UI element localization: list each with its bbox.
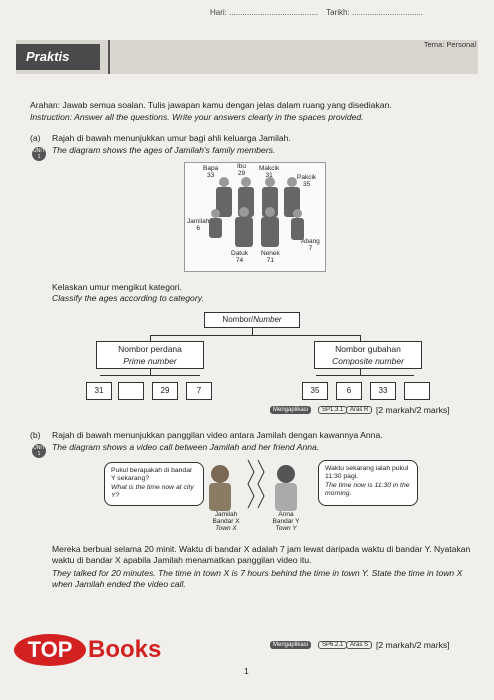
prime-category-box: Nombor perdana Prime number: [96, 341, 204, 369]
topbooks-logo: [14, 632, 184, 672]
logo-books: Books: [88, 636, 162, 663]
anna-head: [277, 465, 295, 483]
logo-top: TOP: [14, 634, 86, 666]
unit-badge: [32, 147, 46, 161]
date-line: [210, 8, 429, 17]
level-tag: Aras S: [346, 641, 372, 649]
qb-text-ms: Rajah di bawah menunjukkan panggilan video antara Jamilah dengan kawannya Anna.: [52, 430, 383, 440]
qb-paragraph-en: They talked for 20 minutes. The time in town X is 7 hours behind the time in town Y. State the time in town X when Jamilah ended the video call.: [52, 568, 463, 589]
label-makcik: Makcik 31: [259, 165, 280, 179]
nenek-figure: [265, 207, 275, 217]
jamilah-caption: Jamilah Bandar X Town X: [212, 511, 240, 532]
qb-text-en: The diagram shows a video call between Jamilah and her friend Anna.: [52, 442, 320, 452]
ibu-figure: [241, 177, 251, 187]
composite-category-box: Nombor gubahan Composite number: [314, 341, 422, 369]
classify-ms: Kelaskan umur mengikut kategori.: [52, 282, 182, 292]
prime-answer-box[interactable]: [118, 382, 144, 400]
qb-number: (b): [30, 430, 41, 440]
composite-answer-box[interactable]: 33: [370, 382, 396, 400]
sp-tag: SP6.2.1: [318, 641, 347, 649]
marks-a: [2 markah/2 marks]: [376, 405, 450, 415]
prime-answer-box[interactable]: 7: [186, 382, 212, 400]
skill-tag: Mengaplikasi: [270, 641, 311, 649]
level-tag: Aras R: [346, 406, 372, 414]
label-nenek: Nenek 71: [261, 250, 280, 264]
jamilah-figure: [211, 209, 220, 218]
qa-text-ms: Rajah di bawah menunjukkan umur bagi ahli keluarga Jamilah.: [52, 133, 291, 143]
label-datuk: Datuk 74: [231, 250, 248, 264]
page-number: 1: [244, 666, 249, 676]
header-divider: [108, 40, 110, 74]
family-picture: [184, 162, 326, 272]
jamilah-body: [209, 483, 231, 511]
unit-label: UNIT: [33, 148, 45, 154]
anna-caption: Anna Bandar Y Town Y: [272, 511, 300, 532]
arahan-text: Arahan: Jawab semua soalan. Tulis jawapan kamu dengan jelas dalam ruang yang disediakan.: [30, 100, 392, 110]
label-ibu: Ibu 29: [237, 163, 247, 177]
tema-label: Tema: Personal: [423, 40, 476, 49]
prime-answer-box[interactable]: 31: [86, 382, 112, 400]
abang-figure: [293, 209, 302, 218]
speech-bubble-jamilah: Pukul berapakah di bandar Y sekarang? What is the time now at city Y?: [104, 462, 204, 506]
pakcik-figure: [287, 177, 297, 187]
praktis-label: Praktis: [16, 44, 100, 70]
qa-number: (a): [30, 133, 41, 143]
sp-tag: SP1.3.1: [318, 406, 347, 414]
anna-body: [275, 483, 297, 511]
composite-answer-box[interactable]: 6: [336, 382, 362, 400]
label-abang: Abang 7: [301, 238, 320, 252]
composite-answer-box[interactable]: [404, 382, 430, 400]
jamilah-head: [211, 465, 229, 483]
label-bapa: Bapa 33: [203, 165, 219, 179]
speech-bubble-anna: Waktu sekarang ialah pukul 11:30 pagi. The time now is 11:30 in the morning.: [318, 460, 418, 506]
skill-tag: Mengaplikasi: [270, 406, 311, 414]
call-divider: [248, 460, 254, 508]
root-box: Nombor/Number: [204, 312, 300, 328]
composite-answer-box[interactable]: 35: [302, 382, 328, 400]
instruction-text: Instruction: Answer all the questions. Write your answers clearly in the spaces provided.: [30, 112, 364, 122]
unit-badge: UNIT 1: [33, 445, 45, 457]
qb-paragraph-ms: Mereka berbual selama 20 minit. Waktu di bandar X adalah 7 jam lewat daripada waktu di bandar Y. Nyatakan waktu di bandar X apabila Jamilah menamatkan panggilan video itu.: [52, 544, 471, 565]
marks-b: [2 markah/2 marks]: [376, 640, 450, 650]
prime-answer-box[interactable]: 29: [152, 382, 178, 400]
classify-en: Classify the ages according to category.: [52, 293, 204, 303]
bapa-figure: [219, 177, 229, 187]
label-pakcik: Pakcik 35: [297, 174, 317, 188]
label-jamilah: Jamilah 6: [187, 218, 210, 232]
tarikh-field: Tarikh: ................................: [326, 8, 424, 17]
unit-number: 1: [37, 154, 41, 160]
datuk-figure: [239, 207, 249, 217]
qa-text-en: The diagram shows the ages of Jamilah's family members.: [52, 145, 276, 155]
hari-field: Hari: ........................................: [210, 8, 319, 17]
